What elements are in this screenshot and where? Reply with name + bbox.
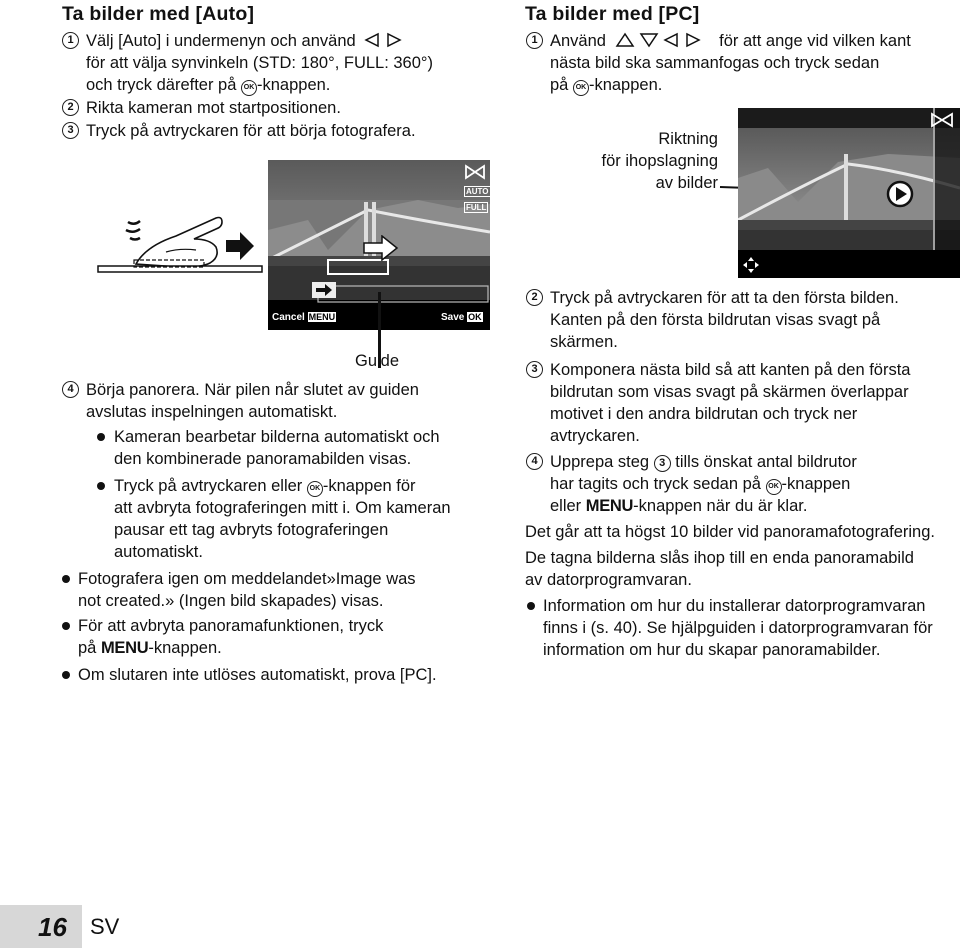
bridge-frame-image: [738, 108, 960, 278]
page-number: 16: [38, 912, 67, 942]
pc-step3-line1: Komponera nästa bild så att kanten på den första: [550, 361, 911, 379]
pc-step4-line1: Upprepa steg 3 tills önskat antal bildrutor: [550, 453, 857, 471]
sub-bullet1-line2: den kombinerade panoramabilden visas.: [114, 450, 412, 468]
step-number: 3: [62, 122, 79, 139]
panorama-mode-icon: [464, 164, 486, 180]
ok-button-icon: OK: [573, 80, 589, 96]
ok-button-icon: OK: [307, 481, 323, 497]
move-arrows-icon: [742, 256, 760, 274]
pc-step4-line2: har tagits och tryck sedan på OK -knappen: [550, 475, 851, 493]
pc-step3-line3: motivet i den andra bildrutan och tryck ner: [550, 405, 858, 423]
pc-step2-line1: Tryck på avtryckaren för att ta den första bilden.: [550, 289, 899, 307]
pan-direction-arrow-icon: [363, 235, 399, 261]
step-number: 4: [526, 453, 543, 470]
bullet-icon: [62, 622, 70, 630]
auto-mode-icon: AUTO: [466, 187, 489, 196]
right-arrow-icon: [226, 232, 256, 260]
panorama-mode-icon: [930, 112, 954, 128]
step-number: 2: [526, 289, 543, 306]
bullet-icon: [97, 433, 105, 441]
sub-bullet1-line1: Kameran bearbetar bilderna automatiskt och: [114, 428, 440, 446]
bullet1-line1: Fotografera igen om meddelandet»Image was: [78, 570, 416, 588]
sub-bullet2-line3: pausar ett tag avbryts fotograferingen: [114, 521, 389, 539]
sub-bullet2-line1: Tryck på avtryckaren eller OK -knappen för: [114, 477, 416, 495]
right-heading: Ta bilder med [PC]: [525, 3, 700, 25]
camera-screen-pc: [738, 108, 960, 278]
step-number: 1: [62, 32, 79, 49]
pc-step1-line2: nästa bild ska sammanfogas och tryck sedan: [550, 54, 880, 72]
ok-button-icon: OK: [241, 80, 257, 96]
sub-bullet2-line2: att avbryta fotograferingen mitt i. Om kameran: [114, 499, 451, 517]
step-number: 3: [526, 361, 543, 378]
step-number: 2: [62, 99, 79, 116]
pc-step2-line2: Kanten på den första bildrutan visas svagt på: [550, 311, 881, 329]
bullet-icon: [527, 602, 535, 610]
bullet-icon: [97, 482, 105, 490]
step4-line2: avslutas inspelningen automatiskt.: [86, 403, 338, 421]
step1-line1: Välj [Auto] i undermenyn och använd: [86, 30, 404, 52]
max-images-paragraph: Det går att ta högst 10 bilder vid panoramafotografering.: [525, 523, 935, 541]
pc-step2-line3: skärmen.: [550, 333, 618, 351]
step2-text: Rikta kameran mot startpositionen.: [86, 99, 341, 117]
cancel-menu-label: Cancel MENU: [272, 312, 336, 323]
pc-step1-line3: på OK -knappen.: [550, 76, 663, 94]
step1-line2: för att välja synvinkeln (STD: 180°, FULL: 360°): [86, 54, 434, 72]
left-heading: Ta bilder med [Auto]: [62, 3, 255, 25]
step-number: 1: [526, 32, 543, 49]
bullet2-line1: För att avbryta panoramafunktionen, tryck: [78, 617, 384, 635]
info-bullet-line1: Information om hur du installerar datorprogramvaran: [543, 597, 926, 615]
merge-direction-arrow-icon: [886, 180, 914, 208]
left-right-arrows-icon: [364, 32, 404, 48]
direction-arrows-icon: [615, 32, 711, 48]
merge-paragraph-line1: De tagna bilderna slås ihop till en enda panoramabild: [525, 549, 914, 567]
step-number: 4: [62, 381, 79, 398]
pc-step4-line3: eller MENU-knappen när du är klar.: [550, 497, 808, 515]
step3-text: Tryck på avtryckaren för att börja fotografera.: [86, 122, 416, 140]
ok-button-icon: OK: [766, 479, 782, 495]
save-ok-label: Save OK: [441, 312, 482, 323]
language-code: SV: [90, 914, 120, 939]
bullet-icon: [62, 575, 70, 583]
step4-line1: Börja panorera. När pilen når slutet av guiden: [86, 381, 419, 399]
merge-direction-callout: Riktning för ihopslagning av bilder: [601, 130, 718, 192]
guide-label: Guide: [355, 352, 400, 370]
pc-step3-line4: avtryckaren.: [550, 427, 640, 445]
info-bullet-line3: information om hur du skapar panoramabilder.: [543, 641, 881, 659]
pc-step3-line2: bildrutan som visas svagt på skärmen överlappar: [550, 383, 909, 401]
bullet2-line2: på MENU-knappen.: [78, 639, 222, 657]
full-angle-icon: FULL: [466, 203, 487, 212]
arrow-icon: [312, 282, 336, 298]
step1-line3: och tryck därefter på OK -knappen.: [86, 76, 331, 94]
bullet-icon: [62, 671, 70, 679]
pc-step1-line1: Använd för att ange vid vilken kant: [550, 32, 911, 50]
info-bullet-line2: finns i (s. 40). Se hjälpguiden i datorprogramvaran för: [543, 619, 933, 637]
step-ref-number: 3: [654, 455, 671, 472]
bullet3-line1: Om slutaren inte utlöses automatiskt, prova [PC].: [78, 666, 437, 684]
bullet1-line2: not created.» (Ingen bild skapades) visas.: [78, 592, 384, 610]
sub-bullet2-line4: automatiskt.: [114, 543, 203, 561]
merge-paragraph-line2: av datorprogramvaran.: [525, 571, 692, 589]
